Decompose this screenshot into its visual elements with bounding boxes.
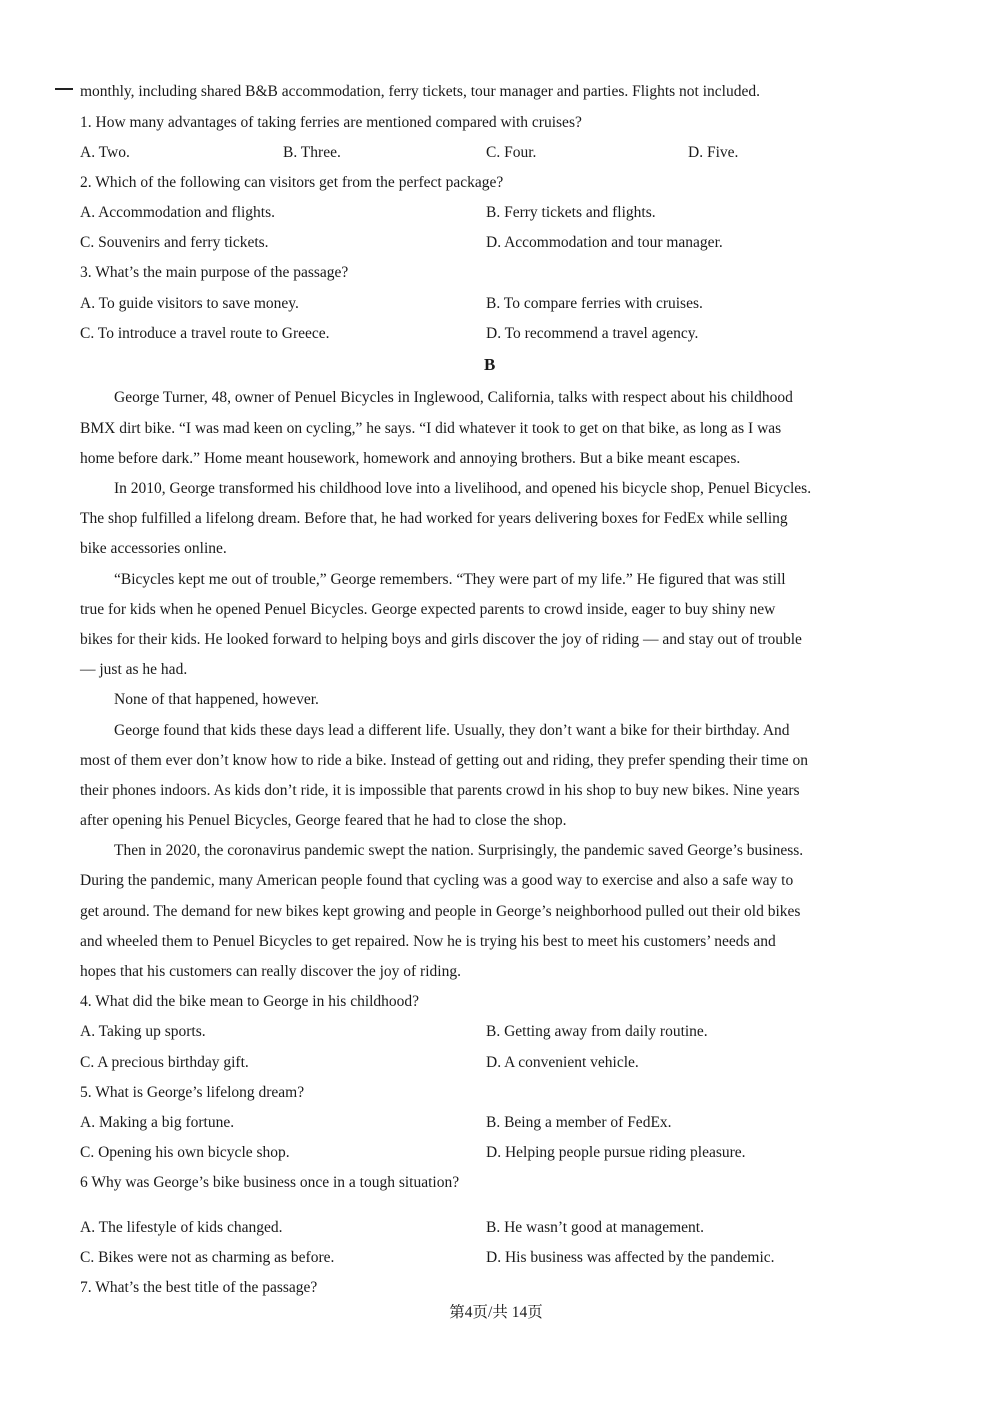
passage-line: after opening his Penuel Bicycles, George feared that he had to close the shop.: [80, 812, 567, 829]
q2-option-b: B. Ferry tickets and flights.: [486, 204, 656, 221]
q4-option-a: A. Taking up sports.: [80, 1023, 206, 1040]
q3-option-d: D. To recommend a travel agency.: [486, 325, 699, 342]
question-2: 2. Which of the following can visitors get from the perfect package?: [80, 174, 504, 191]
passage-line: George found that kids these days lead a different life. Usually, they don’t want a bike for their birthday. And: [114, 722, 790, 739]
scan-mark: [55, 88, 73, 90]
passage-line: true for kids when he opened Penuel Bicycles. George expected parents to crowd inside, eager to buy shiny new: [80, 601, 776, 618]
q5-option-d: D. Helping people pursue riding pleasure.: [486, 1144, 746, 1161]
passage-line: get around. The demand for new bikes kept growing and people in George’s neighborhood pulled out their old bikes: [80, 903, 801, 920]
q2-option-c: C. Souvenirs and ferry tickets.: [80, 234, 269, 251]
question-1: 1. How many advantages of taking ferries are mentioned compared with cruises?: [80, 114, 582, 131]
q3-option-b: B. To compare ferries with cruises.: [486, 295, 703, 312]
q5-option-b: B. Being a member of FedEx.: [486, 1114, 672, 1131]
q4-option-b: B. Getting away from daily routine.: [486, 1023, 708, 1040]
question-3: 3. What’s the main purpose of the passage?: [80, 264, 349, 281]
q3-option-a: A. To guide visitors to save money.: [80, 295, 299, 312]
passage-line: bike accessories online.: [80, 540, 227, 557]
q3-option-c: C. To introduce a travel route to Greece.: [80, 325, 330, 342]
q1-option-c: C. Four.: [486, 144, 537, 161]
passage-line: home before dark.” Home meant housework, homework and annoying brothers. But a bike meant escapes.: [80, 450, 741, 467]
q6-option-a: A. The lifestyle of kids changed.: [80, 1219, 283, 1236]
q1-option-d: D. Five.: [688, 144, 739, 161]
top-line: monthly, including shared B&B accommodation, ferry tickets, tour manager and parties. Flights not included.: [80, 83, 760, 100]
passage-line: hopes that his customers can really discover the joy of riding.: [80, 963, 461, 980]
passage-line: BMX dirt bike. “I was mad keen on cycling,” he says. “I did whatever it took to get on that bike, as long as I was: [80, 420, 782, 437]
q1-option-a: A. Two.: [80, 144, 130, 161]
section-b-heading: B: [484, 355, 496, 374]
passage-line: None of that happened, however.: [114, 691, 319, 708]
q5-option-a: A. Making a big fortune.: [80, 1114, 235, 1131]
q6-option-c: C. Bikes were not as charming as before.: [80, 1249, 335, 1266]
passage-line: bikes for their kids. He looked forward to helping boys and girls discover the joy of riding — and stay out of trouble: [80, 631, 802, 648]
passage-line: Then in 2020, the coronavirus pandemic swept the nation. Surprisingly, the pandemic saved George’s business.: [114, 842, 804, 859]
page-footer: 第4页/共 14页: [449, 1304, 543, 1321]
q2-option-a: A. Accommodation and flights.: [80, 204, 276, 221]
q2-option-d: D. Accommodation and tour manager.: [486, 234, 723, 251]
q1-option-b: B. Three.: [283, 144, 341, 161]
passage-line: most of them ever don’t know how to ride a bike. Instead of getting out and riding, they prefer spending their time on: [80, 752, 809, 769]
passage-line: and wheeled them to Penuel Bicycles to get repaired. Now he is trying his best to meet his customers’ needs and: [80, 933, 776, 950]
q6-option-b: B. He wasn’t good at management.: [486, 1219, 704, 1236]
q4-option-d: D. A convenient vehicle.: [486, 1054, 639, 1071]
question-5: 5. What is George’s lifelong dream?: [80, 1084, 305, 1101]
passage-line: The shop fulfilled a lifelong dream. Before that, he had worked for years delivering boxes for FedEx while selling: [80, 510, 788, 527]
q5-option-c: C. Opening his own bicycle shop.: [80, 1144, 290, 1161]
passage-line: During the pandemic, many American people found that cycling was a good way to exercise and also a safe way to: [80, 872, 794, 889]
q4-option-c: C. A precious birthday gift.: [80, 1054, 249, 1071]
passage-line: In 2010, George transformed his childhood love into a livelihood, and opened his bicycle shop, Penuel Bicycles.: [114, 480, 812, 497]
passage-line: George Turner, 48, owner of Penuel Bicycles in Inglewood, California, talks with respect about his childhood: [114, 389, 793, 406]
passage-line: their phones indoors. As kids don’t ride, it is impossible that parents crowd in his shop to buy new bikes. Nine years: [80, 782, 800, 799]
passage-line: — just as he had.: [80, 661, 188, 678]
q6-option-d: D. His business was affected by the pandemic.: [486, 1249, 775, 1266]
question-7: 7. What’s the best title of the passage?: [80, 1279, 318, 1296]
question-4: 4. What did the bike mean to George in his childhood?: [80, 993, 420, 1010]
passage-line: “Bicycles kept me out of trouble,” George remembers. “They were part of my life.” He figured that was still: [114, 571, 786, 588]
question-6: 6 Why was George’s bike business once in a tough situation?: [80, 1174, 460, 1191]
